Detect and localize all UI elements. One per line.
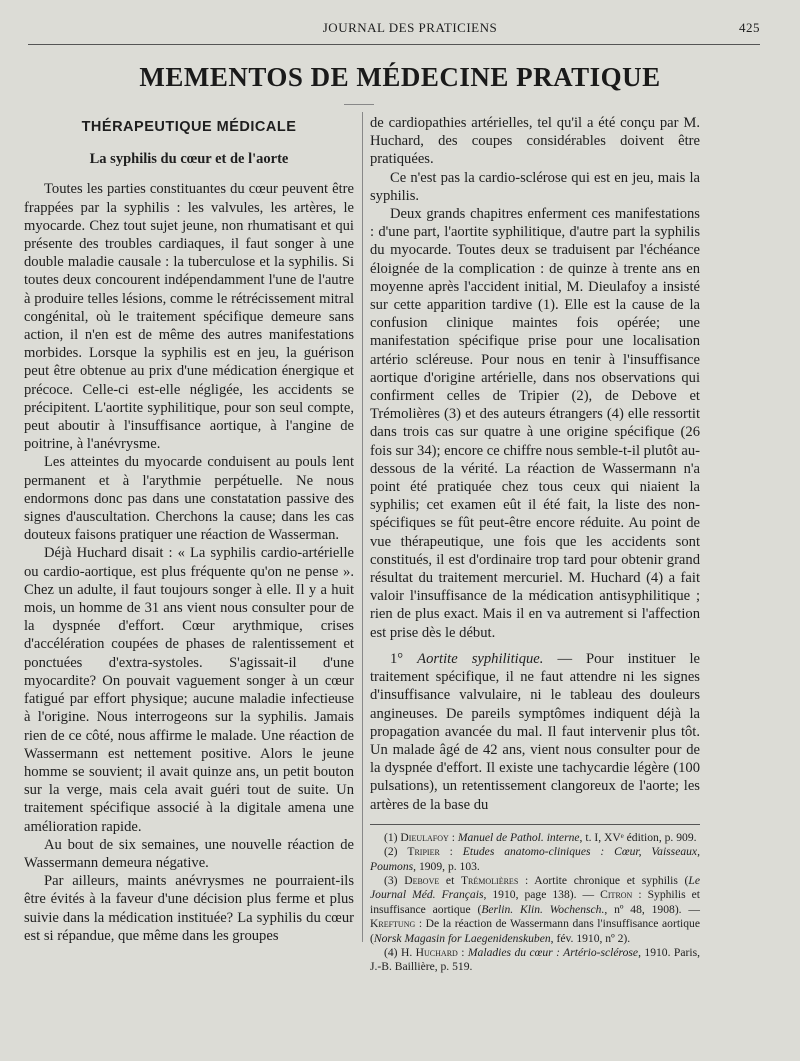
page-title: MEMENTOS DE MÉDECINE PRATIQUE <box>139 62 661 92</box>
footnote <box>370 946 700 975</box>
footnote-text: , 1910. Paris, J.-B. Baillière, p. 519. <box>370 945 700 974</box>
footnote-text: et <box>439 873 461 887</box>
footnote-text: : De la réaction de Wassermann dans l'insuffisance aortique ( <box>370 917 700 945</box>
footnote-rule <box>370 824 700 825</box>
paragraph: Par ailleurs, maints anévrysmes ne pourraient-ils être évités à la faveur d'une décision plus ferme et plus suivie dans la médication instituée? La syphilis du cœur est si répandue, que même dans les groupes <box>24 873 354 944</box>
footnote-author: H. Huchard <box>400 945 458 959</box>
footnote-author: Dieulafoy <box>400 830 449 844</box>
column-divider <box>362 112 363 942</box>
paragraph: Deux grands chapitres enferment ces manifestations : d'une part, l'aortite syphilitique, d'autre part la syphilis du myocarde. Toutes deux se traduisent par l'échéance éloignée de la complication : de quinze à trente ans en moyenne après l'accident initial, M. Dieulafoy a insisté sur cette apparition tardive (1). Elle est la cause de la confusion clinique maintes fois opérée; une manifestation spécifique prise pour une localisation artério scléreuse. Pour nous en tenir à l'insuffisance aortique d'origine artérielle, dans nos observations qui confirment celles de Tripier (2), de Debove et Trémolières (3) et des auteurs étrangers (4) elle ressortit dans trois cas sur quatre à une origine spécifique (26 fois sur 34); encore ce chiffre nous semble-t-il plutôt au-dessous de la vérité. La réaction de Wassermann n'a point été pratiquée chez tous ceux qui niaient la syphilis; cet examen eût il été fait, la liste des non-spécifiques se fût peut-être encore réduite. Au point de vue thérapeutique, une fois que les accidents sont constitués, il est d'ordinaire trop tard pour obtenir grand résultat du traitement mercuriel. M. Huchard (4) a fait valoir l'insuffisance de la médication antisyphilitique ; rien de plus exact. Mais il en va autrement si l'affection est prise dès le début. <box>370 206 701 641</box>
section-heading: THÉRAPEUTIQUE MÉDICALE <box>81 119 297 135</box>
title-ornament <box>344 104 374 105</box>
running-head <box>60 20 760 40</box>
header-rule <box>28 44 760 45</box>
footnote-author: Tripier <box>407 845 440 859</box>
footnote-text: : Syphilis et insuffisance aortique ( <box>370 888 700 916</box>
footnote-title: Manuel de Pathol. interne <box>457 830 580 844</box>
footnote <box>370 845 700 874</box>
footnotes <box>370 831 700 975</box>
item-number: 1° <box>390 650 404 667</box>
footnote-separator: : <box>457 945 468 959</box>
right-column <box>370 114 700 975</box>
footnote-author: Debove <box>404 873 440 887</box>
footnote-text: : Aortite chronique et syphilis ( <box>518 873 689 887</box>
footnote-number: (3) <box>384 873 405 887</box>
footnote-number: (2) <box>384 845 408 859</box>
footnote-title: Maladies du cœur : Artério-sclérose <box>467 945 639 959</box>
footnote-author: Kreftung <box>370 917 416 931</box>
paragraph: Au bout de six semaines, une nouvelle réaction de Wassermann demeura négative. <box>24 836 354 871</box>
journal-name: JOURNAL DES PRATICIENS <box>322 20 498 35</box>
footnote-number: (4) <box>384 945 401 959</box>
footnote-separator: : <box>439 845 463 859</box>
paragraph: de cardiopathies artérielles, tel qu'il a été conçu par M. Huchard, des coupes considérables doivent être pratiquées. <box>370 115 700 168</box>
footnote-journal: Berlin. Klin. Wochensch. <box>481 902 605 916</box>
footnote-text: , 1910, page 138). — <box>483 888 601 902</box>
item-label: Aortite syphilitique. <box>417 650 544 667</box>
footnote-journal: Le Journal Méd. Français <box>370 873 700 902</box>
footnote-text: , t. I, XVᵉ édition, p. 909. <box>579 830 697 844</box>
footnote-author: Trémolières <box>460 873 519 887</box>
footnote <box>370 831 700 845</box>
footnote-title: Etudes anatomo-cliniques : Cœur, Vaisseaux, Poumons <box>370 845 700 873</box>
page-number: 425 <box>739 20 760 35</box>
left-column <box>24 118 354 945</box>
footnote-separator: : <box>448 830 458 844</box>
footnote-text: , 1909, p. 103. <box>413 859 480 873</box>
footnote <box>370 874 700 946</box>
item-text: — Pour instituer le traitement spécifique, il ne faut attendre ni les signes d'insuffisance valvulaire, ni le tableau des douleurs angineuses. De pareils symptômes indiquent déjà la propagation avancée du mal. Il faut intervenir plus tôt. Un malade âgé de 42 ans, vient nous consulter pour de la dyspnée d'effort. Il existe une tachycardie légère (100 pulsations), un retentissement clangoreux de l'aorte; les artères de la base du <box>370 650 700 813</box>
footnote-number: (1) <box>384 830 401 844</box>
paragraph: Déjà Huchard disait : « La syphilis cardio-artérielle ou cardio-aortique, est plus fréquente qu'on ne pense ». Chez un adulte, il faut toujours songer à elle. Il y a huit mois, un homme de 31 ans vient nous consulter pour de la dyspnée d'effort. Cœur arythmique, crises d'accélération coupées de phases de ralentissement et ponctuées d'extra-systoles. S'agissait-il d'une myocardite? On pouvait vaguement songer à un cœur fatigué par effort physique; aucune maladie infectieuse à l'origine. Nous interrogeons sur la syphilis. Jamais rien de ce côté, nous affirme le malade. Une réaction de Wassermann est nettement positive. Alors le jeune homme se souvient; il avait quinze ans, un petit bouton sur la verge, mais cela avait guéri tout de suite. Un traitement spécifique associé à la digitale amena une amélioration rapide. <box>24 545 354 835</box>
footnote-journal: Norsk Magasin for Laegenidenskuben <box>373 931 551 945</box>
footnote-author: Citron <box>600 888 633 902</box>
paragraph: Toutes les parties constituantes du cœur peuvent être frappées par la syphilis : les valvules, les artères, le myocarde. Chez tout sujet jeune, non rhumatisant et qui présente des troubles cardiaques, il faut songer à une double maladie causale : la tuberculose et la syphilis. Si toutes deux concourent indépendamment l'une de l'autre à produire telles lésions, comme le rétrécissement mitral congénital, où le traitement spécifique demeure sans action, il n'en est de même des autres manifestations morbides. Lorsque la syphilis est en jeu, la guérison peut être obtenue au prix d'une médication énergique et précoce. Celle-ci est-elle négligée, les accidents se précipitent. L'aortite syphilitique, pour son seul compte, peut aboutir à l'insuffisance aortique, à l'angine de poitrine, à l'anévrysme. <box>24 181 354 453</box>
paragraph: Les atteintes du myocarde conduisent au pouls lent permanent et à l'arythmie perpétuelle. Ne nous endormons donc pas dans une constatation passive des signes d'auscultation. Cherchons la cause; dans les cas douteux faisons pratiquer une réaction de Wasserman. <box>24 454 354 544</box>
footnote-text: , fév. 1910, nº 2). <box>550 931 631 945</box>
paragraph <box>370 650 700 814</box>
article-title: La syphilis du cœur et de l'aorte <box>89 151 289 168</box>
paragraph: Ce n'est pas la cardio-sclérose qui est en jeu, mais la syphilis. <box>370 169 700 204</box>
footnote-text: , nº 48, 1908). — <box>604 902 700 916</box>
